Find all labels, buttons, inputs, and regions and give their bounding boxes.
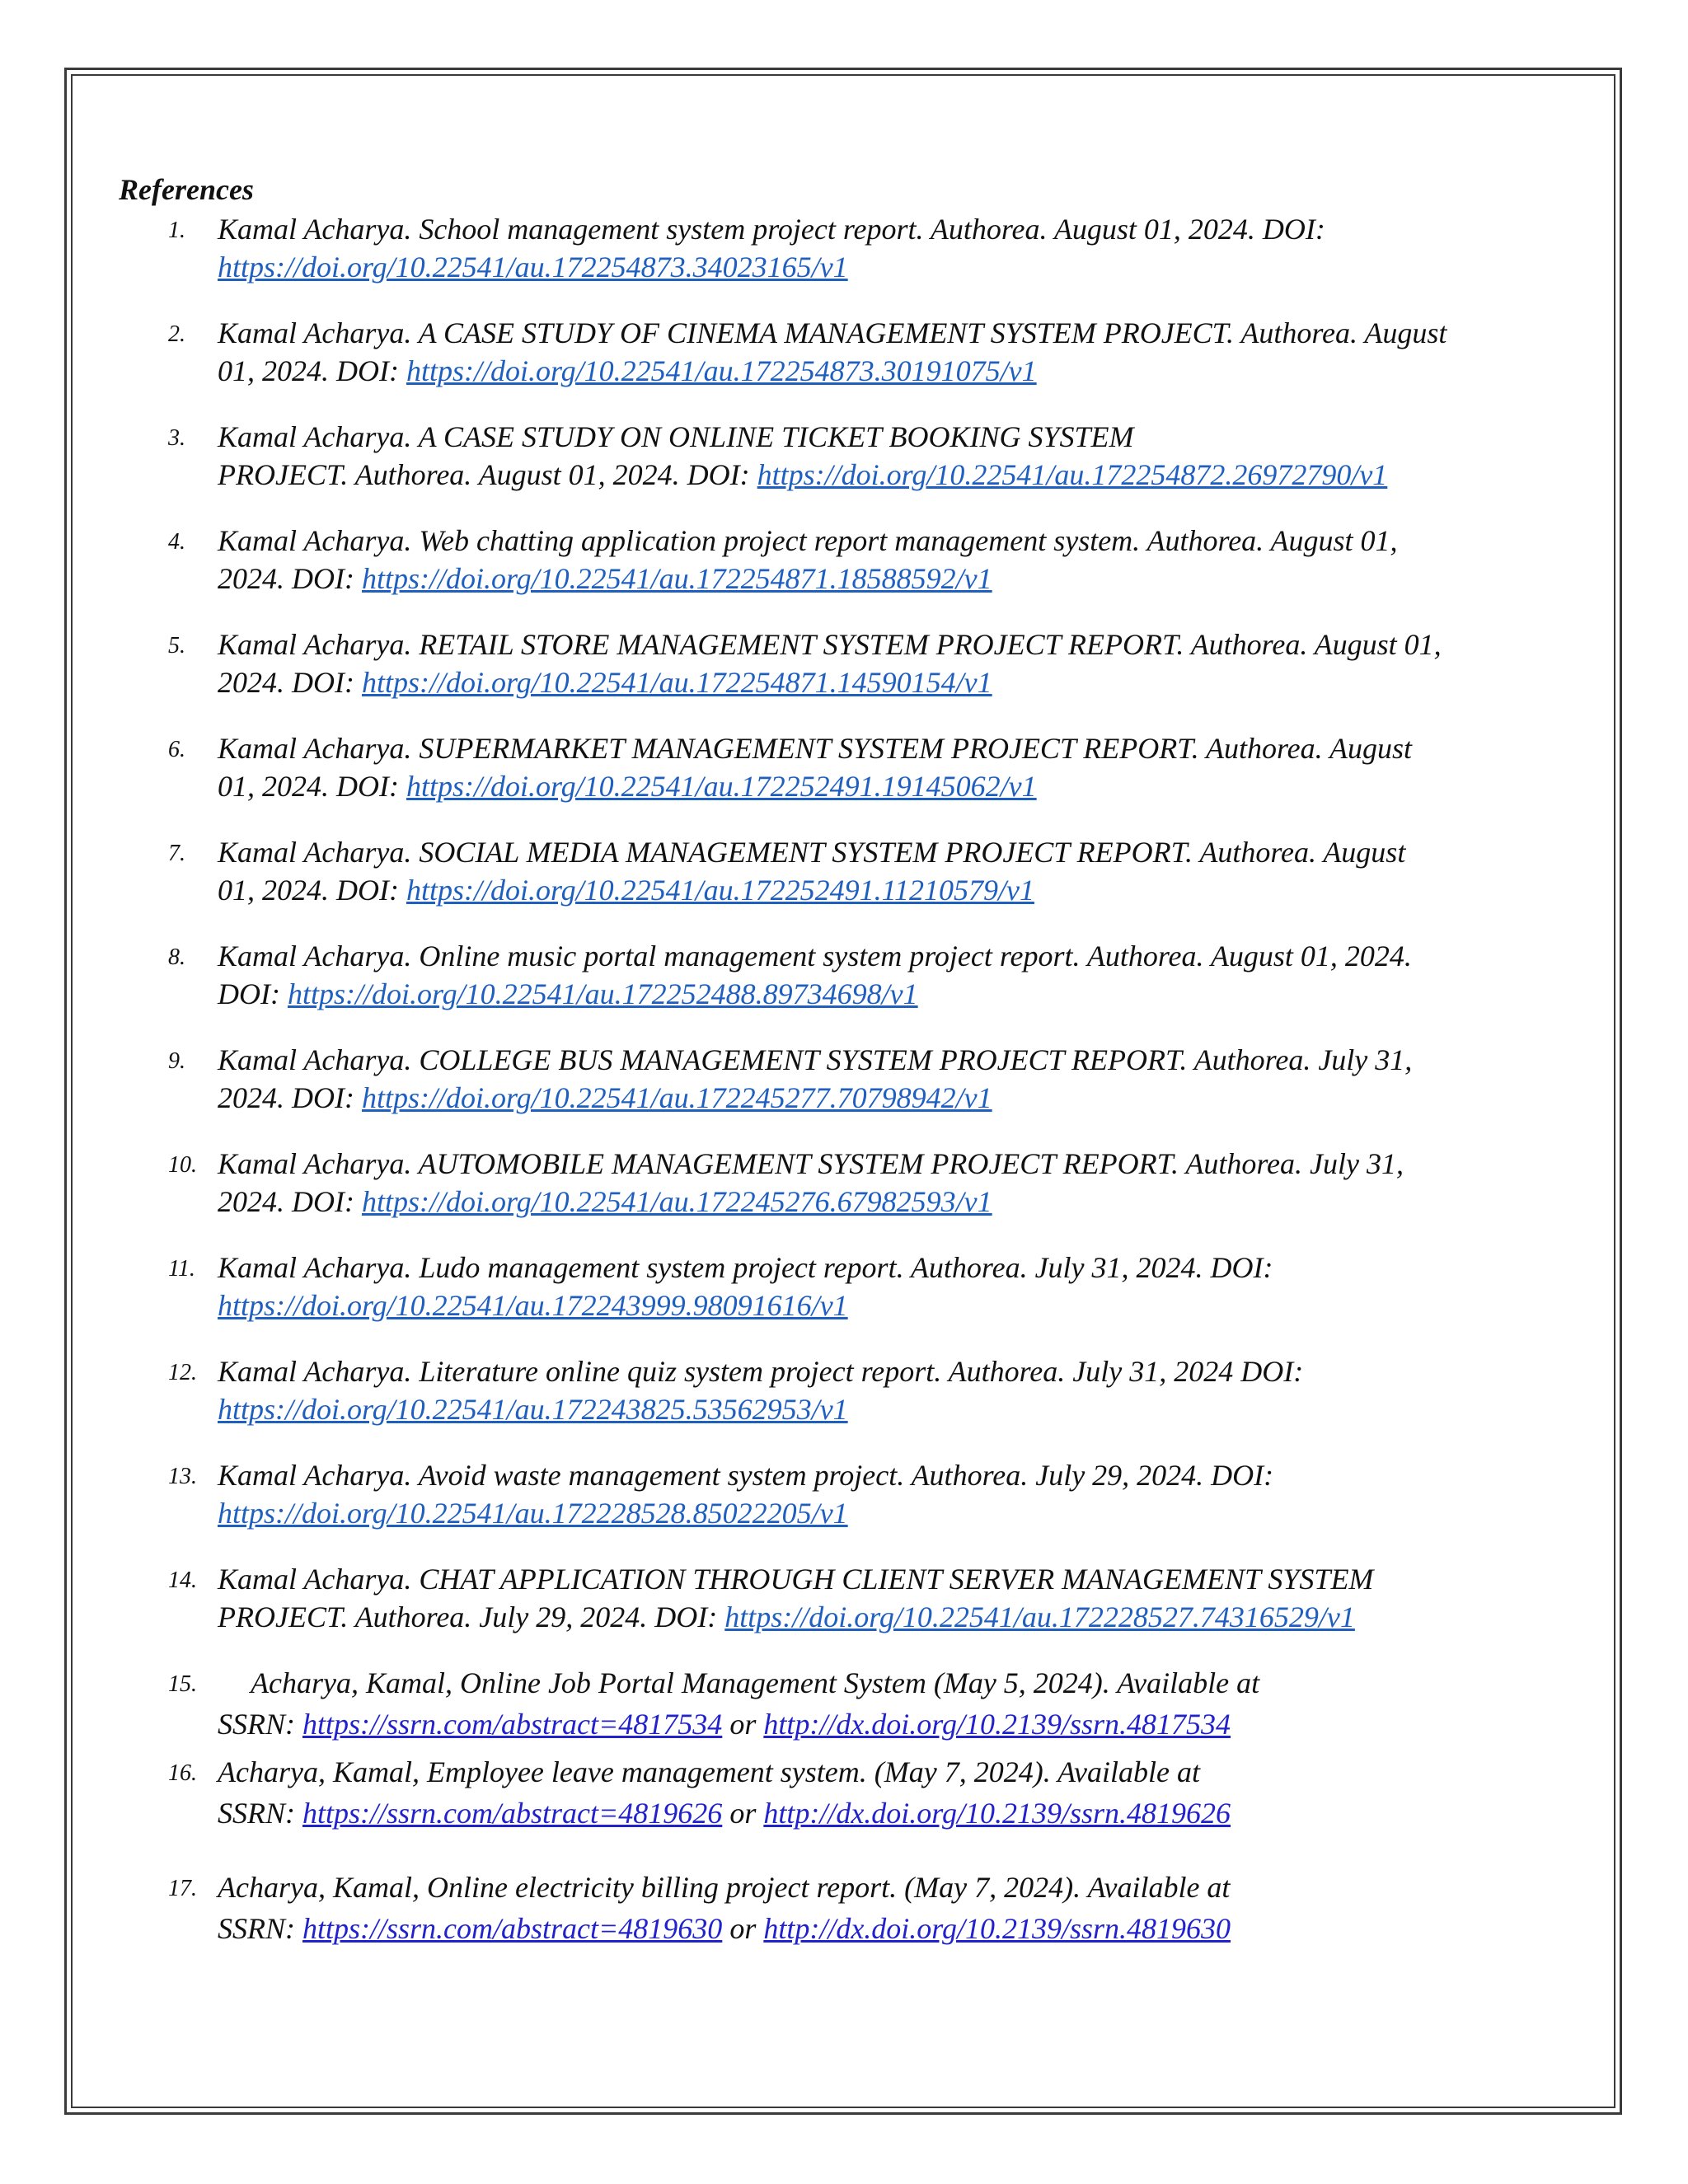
reference-line-2 xyxy=(218,1495,848,1531)
doi-link[interactable]: https://doi.org/10.22541/au.172252488.89734698/v1 xyxy=(287,977,918,1010)
reference-line-2 xyxy=(218,1183,992,1220)
reference-text: Acharya, Kamal, Online electricity billing project report. (May 7, 2024). Available at xyxy=(218,1871,1231,1904)
ssrn-link[interactable]: https://ssrn.com/abstract=4819630 xyxy=(302,1912,723,1945)
reference-number: 11. xyxy=(168,1256,195,1282)
reference-line-2 xyxy=(218,664,992,701)
doi-link[interactable]: https://doi.org/10.22541/au.172243999.98091616/v1 xyxy=(218,1289,848,1322)
reference-number: 8. xyxy=(168,944,185,970)
doi-link[interactable]: https://doi.org/10.22541/au.172254873.30191075/v1 xyxy=(406,354,1037,387)
reference-line-2 xyxy=(218,1910,1231,1947)
doi-link[interactable]: https://doi.org/10.22541/au.172245276.67982593/v1 xyxy=(361,1185,992,1218)
reference-number: 14. xyxy=(168,1568,197,1593)
doi-link[interactable]: http://dx.doi.org/10.2139/ssrn.4817534 xyxy=(763,1708,1231,1741)
reference-line-2 xyxy=(218,457,1387,493)
reference-text-cont: SSRN: xyxy=(218,1708,302,1741)
reference-text-cont: SSRN: xyxy=(218,1912,302,1945)
reference-number: 17. xyxy=(168,1876,197,1901)
reference-number: 10. xyxy=(168,1152,197,1178)
reference-text-cont: 01, 2024. DOI: xyxy=(218,770,406,803)
doi-link[interactable]: http://dx.doi.org/10.2139/ssrn.4819630 xyxy=(763,1912,1231,1945)
doi-link[interactable]: https://doi.org/10.22541/au.172254873.34023165/v1 xyxy=(218,251,848,284)
doi-link[interactable]: http://dx.doi.org/10.2139/ssrn.4819626 xyxy=(763,1797,1231,1830)
reference-text: Kamal Acharya. CHAT APPLICATION THROUGH CLIENT SERVER MANAGEMENT SYSTEM xyxy=(218,1563,1374,1596)
reference-text: Kamal Acharya. Avoid waste management system project. Authorea. July 29, 2024. DOI: xyxy=(218,1459,1274,1492)
reference-text-cont: 2024. DOI: xyxy=(218,1081,362,1114)
reference-line-2 xyxy=(218,1287,848,1324)
doi-link[interactable]: https://doi.org/10.22541/au.172254871.14590154/v1 xyxy=(361,666,992,699)
ssrn-link[interactable]: https://ssrn.com/abstract=4819626 xyxy=(302,1797,723,1830)
reference-number: 6. xyxy=(168,737,185,762)
reference-line-2 xyxy=(218,768,1037,804)
reference-text: Kamal Acharya. A CASE STUDY ON ONLINE TICKET BOOKING SYSTEM xyxy=(218,420,1134,453)
reference-text: Kamal Acharya. Online music portal management system project report. Authorea. August 01, 2024. xyxy=(218,940,1412,972)
references-heading: References xyxy=(119,173,254,206)
reference-number: 5. xyxy=(168,633,185,658)
doi-link[interactable]: https://doi.org/10.22541/au.172254872.26972790/v1 xyxy=(757,458,1388,491)
reference-number: 9. xyxy=(168,1048,185,1074)
reference-number: 2. xyxy=(168,321,185,347)
reference-text-cont: 2024. DOI: xyxy=(218,562,362,595)
reference-line-2 xyxy=(218,976,918,1012)
reference-text: Kamal Acharya. SUPERMARKET MANAGEMENT SYSTEM PROJECT REPORT. Authorea. August xyxy=(218,732,1412,765)
reference-number: 13. xyxy=(168,1464,197,1489)
reference-line-2 xyxy=(218,353,1037,389)
reference-text-cont: DOI: xyxy=(218,977,288,1010)
reference-line-2 xyxy=(218,872,1034,908)
reference-number: 12. xyxy=(168,1360,197,1385)
doi-link[interactable]: https://doi.org/10.22541/au.172228527.74316529/v1 xyxy=(724,1601,1355,1633)
doi-link[interactable]: https://doi.org/10.22541/au.172228528.85022205/v1 xyxy=(218,1497,848,1530)
reference-text-cont: 2024. DOI: xyxy=(218,1185,362,1218)
doi-link[interactable]: https://doi.org/10.22541/au.172252491.19145062/v1 xyxy=(406,770,1037,803)
reference-number: 7. xyxy=(168,841,185,866)
reference-text-cont: PROJECT. Authorea. July 29, 2024. DOI: xyxy=(218,1601,725,1633)
doi-link[interactable]: https://doi.org/10.22541/au.172245277.70798942/v1 xyxy=(361,1081,992,1114)
reference-line-2 xyxy=(218,1706,1231,1742)
reference-number: 16. xyxy=(168,1760,197,1786)
reference-line-2 xyxy=(218,560,992,597)
reference-number: 15. xyxy=(168,1671,197,1697)
reference-text-cont: 01, 2024. DOI: xyxy=(218,354,406,387)
reference-text: Acharya, Kamal, Employee leave management system. (May 7, 2024). Available at xyxy=(218,1755,1201,1788)
reference-text-cont: PROJECT. Authorea. August 01, 2024. DOI: xyxy=(218,458,757,491)
reference-text: Kamal Acharya. Literature online quiz system project report. Authorea. July 31, 2024 DOI: xyxy=(218,1355,1304,1388)
reference-text: Acharya, Kamal, Online Job Portal Management System (May 5, 2024). Available at xyxy=(251,1666,1260,1699)
reference-text: Kamal Acharya. A CASE STUDY OF CINEMA MANAGEMENT SYSTEM PROJECT. Authorea. August xyxy=(218,316,1447,349)
doi-link[interactable]: https://doi.org/10.22541/au.172252491.11210579/v1 xyxy=(406,874,1034,907)
link-separator: or xyxy=(722,1708,764,1741)
link-separator: or xyxy=(722,1797,764,1830)
doi-link[interactable]: https://doi.org/10.22541/au.172254871.18588592/v1 xyxy=(361,562,992,595)
reference-line-2 xyxy=(218,1795,1231,1831)
reference-line-2 xyxy=(218,249,848,285)
reference-number: 4. xyxy=(168,529,185,555)
reference-line-2 xyxy=(218,1391,848,1427)
ssrn-link[interactable]: https://ssrn.com/abstract=4817534 xyxy=(302,1708,723,1741)
reference-text: Kamal Acharya. SOCIAL MEDIA MANAGEMENT SYSTEM PROJECT REPORT. Authorea. August xyxy=(218,836,1406,869)
reference-text: Kamal Acharya. COLLEGE BUS MANAGEMENT SYSTEM PROJECT REPORT. Authorea. July 31, xyxy=(218,1043,1413,1076)
reference-line-2 xyxy=(218,1080,992,1116)
reference-number: 1. xyxy=(168,218,185,243)
reference-text-cont: 2024. DOI: xyxy=(218,666,362,699)
reference-text: Kamal Acharya. Ludo management system project report. Authorea. July 31, 2024. DOI: xyxy=(218,1251,1273,1284)
reference-text: Kamal Acharya. Web chatting application project report management system. Authorea. August 01, xyxy=(218,524,1398,557)
reference-number: 3. xyxy=(168,425,185,451)
reference-text: Kamal Acharya. RETAIL STORE MANAGEMENT SYSTEM PROJECT REPORT. Authorea. August 01, xyxy=(218,628,1442,661)
link-separator: or xyxy=(722,1912,764,1945)
doi-link[interactable]: https://doi.org/10.22541/au.172243825.53562953/v1 xyxy=(218,1393,848,1426)
reference-text: Kamal Acharya. AUTOMOBILE MANAGEMENT SYSTEM PROJECT REPORT. Authorea. July 31, xyxy=(218,1147,1404,1180)
reference-text: Kamal Acharya. School management system project report. Authorea. August 01, 2024. DOI: xyxy=(218,213,1325,246)
reference-text-cont: SSRN: xyxy=(218,1797,302,1830)
reference-text-cont: 01, 2024. DOI: xyxy=(218,874,406,907)
reference-line-2 xyxy=(218,1599,1355,1635)
